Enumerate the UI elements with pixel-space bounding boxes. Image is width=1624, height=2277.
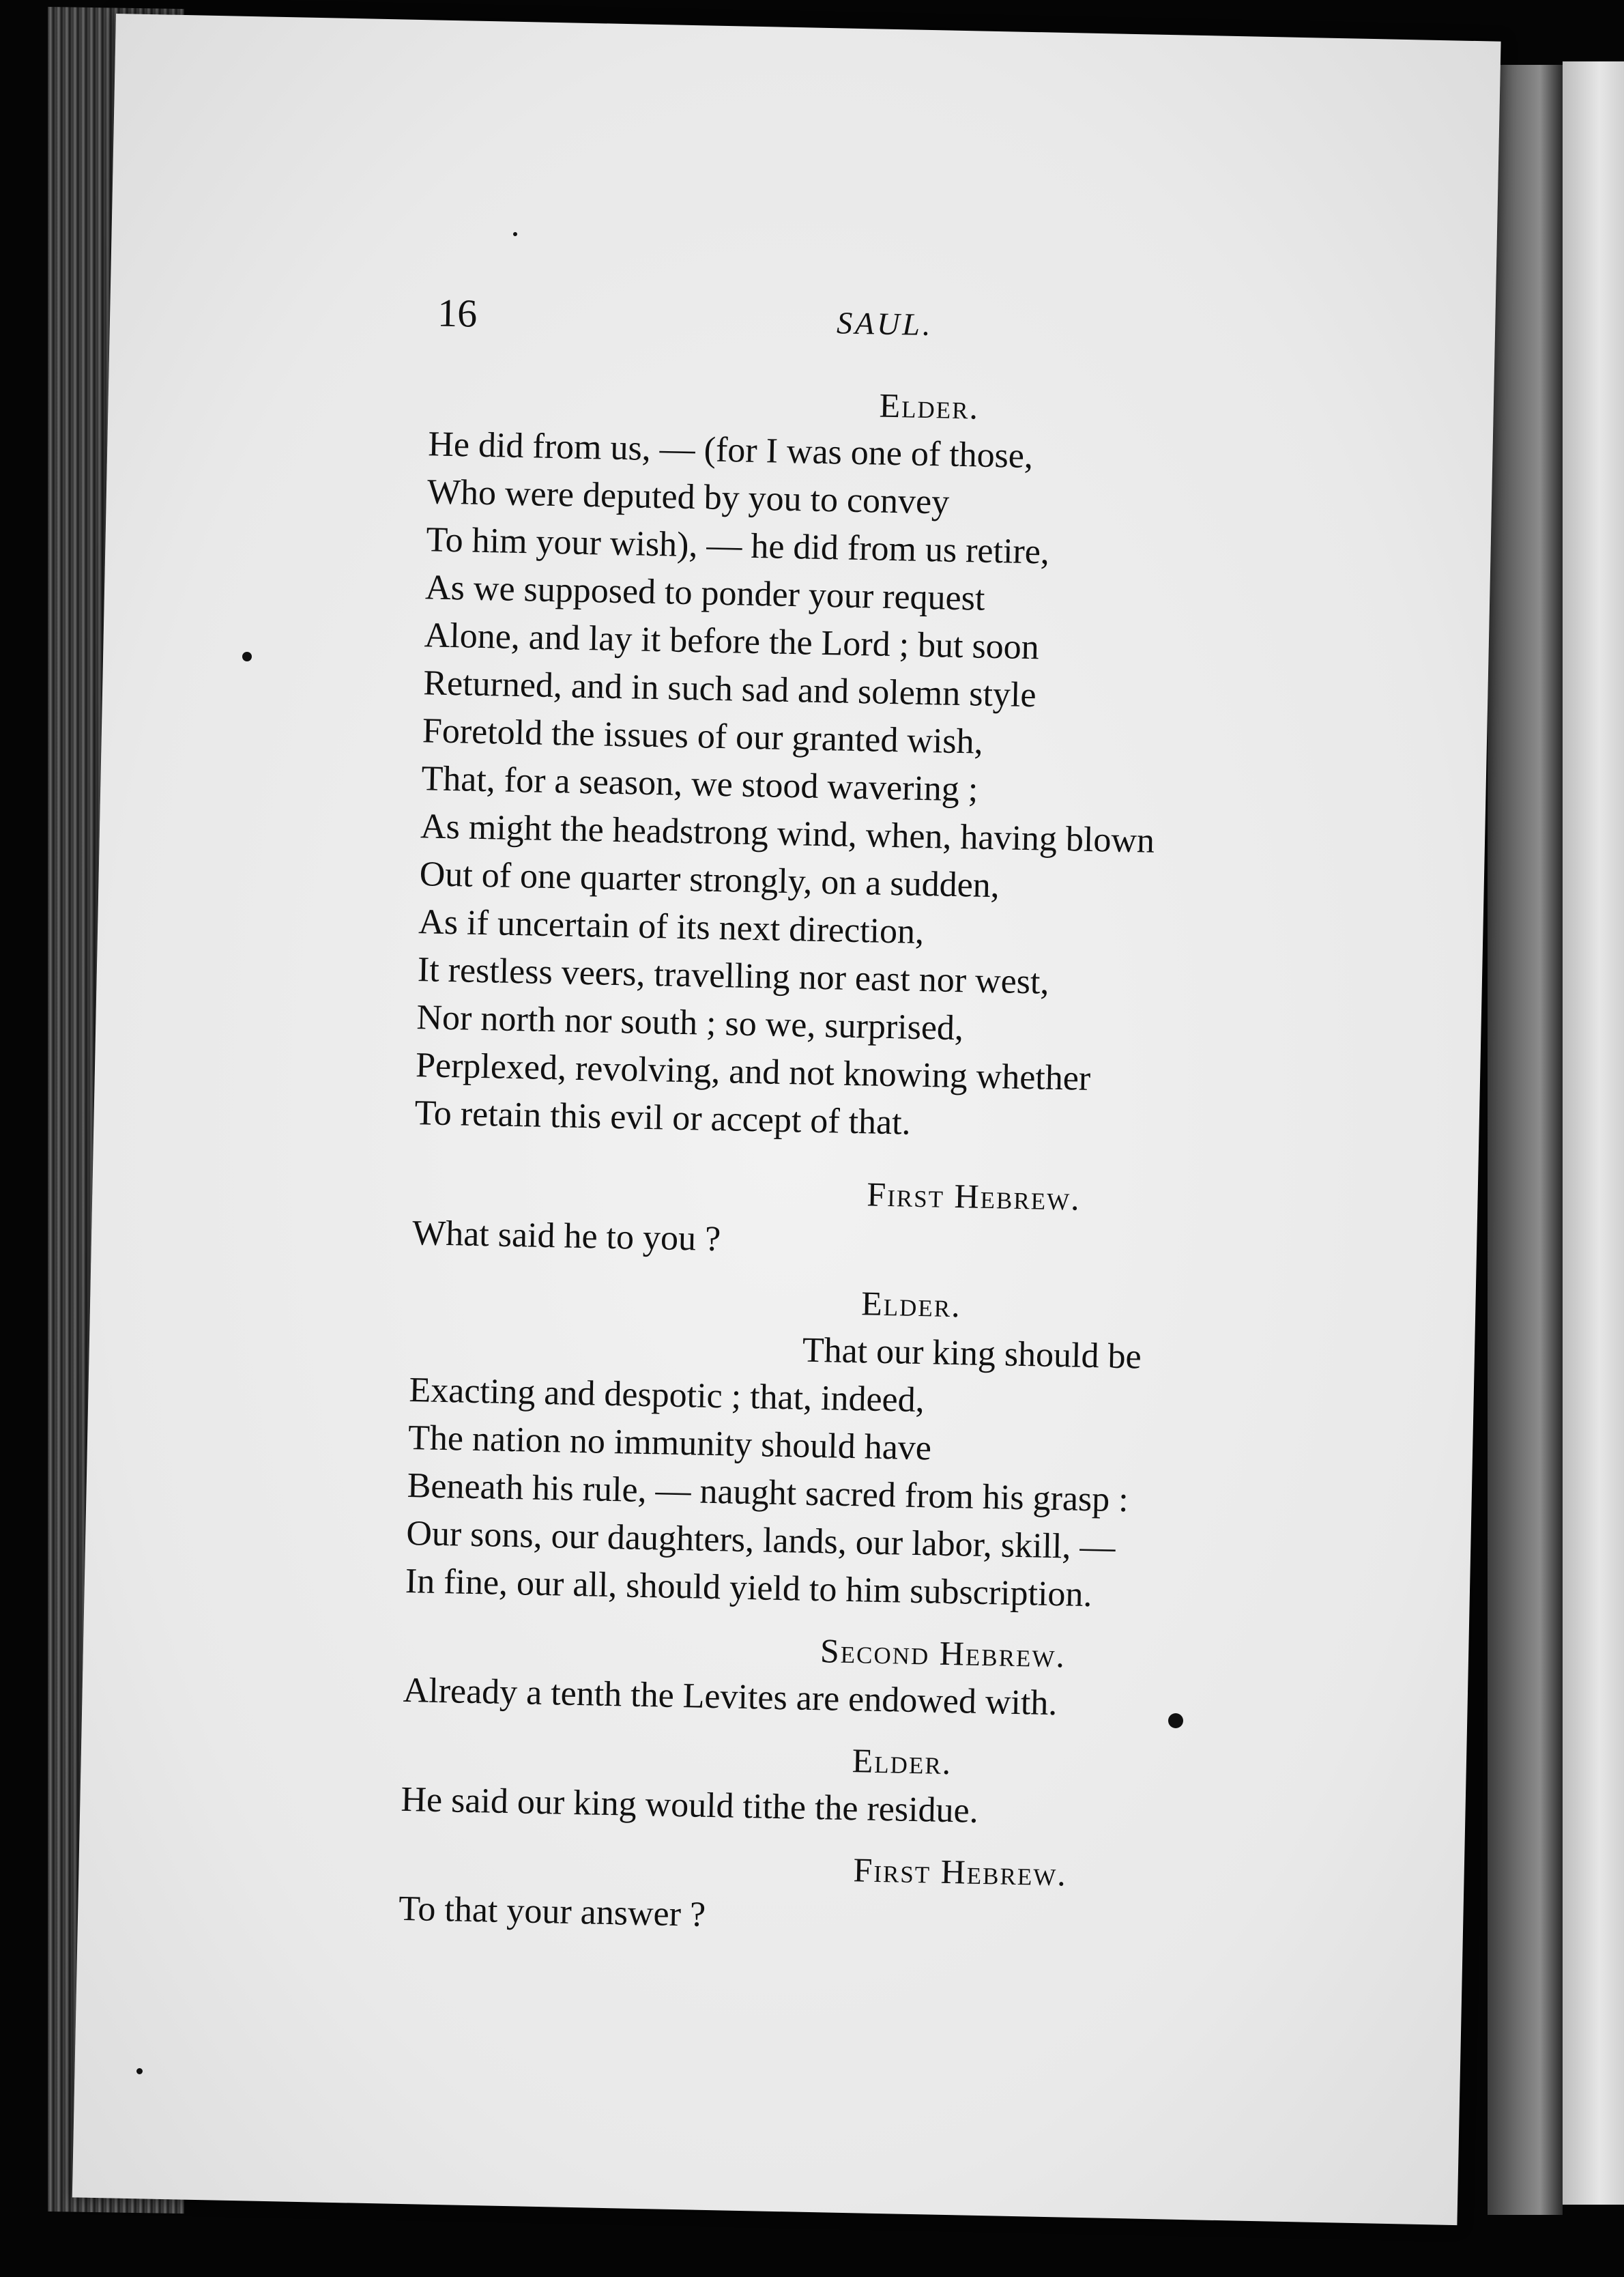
verse-line: In fine, our all, should yield to him subscription. xyxy=(405,1561,1093,1615)
running-head: SAUL. xyxy=(836,305,934,343)
speaker-name: First Hebrew. xyxy=(866,1175,1082,1218)
verse-line: It restless veers, travelling nor east nor west, xyxy=(417,950,1049,1002)
verse-line: To retain this evil or accept of that. xyxy=(414,1093,912,1143)
speaker-name: Second Hebrew. xyxy=(820,1631,1067,1675)
speaker-name: First Hebrew. xyxy=(853,1850,1068,1893)
verse-line: Beneath his rule, — naught sacred from his grasp : xyxy=(407,1466,1129,1520)
speaker-name: Elder. xyxy=(879,386,980,427)
facing-page-edge xyxy=(1563,61,1624,2205)
verse-line: That, for a season, we stood wavering ; xyxy=(421,759,978,810)
verse-line: Exacting and despotic ; that, indeed, xyxy=(409,1371,925,1420)
verse-line: To him your wish), — he did from us retire, xyxy=(426,520,1050,572)
verse-line: Alone, and lay it before the Lord ; but soon xyxy=(424,616,1040,668)
verse-line-indented: That our king should be xyxy=(802,1330,1142,1377)
speaker-name: Elder. xyxy=(860,1284,962,1325)
verse-line: Who were deputed by you to convey xyxy=(426,472,950,522)
page-number: 16 xyxy=(437,290,478,336)
scan-speck xyxy=(136,2068,143,2074)
verse-line: He did from us, — (for I was one of those, xyxy=(427,425,1034,476)
play-text xyxy=(398,371,1453,1953)
verse-line: The nation no immunity should have xyxy=(407,1418,932,1468)
scan-speck xyxy=(513,232,517,236)
book-page xyxy=(72,14,1501,2225)
verse-line: Already a tenth the Levites are endowed with. xyxy=(403,1670,1058,1723)
verse-line: Nor north nor south ; so we, surprised, xyxy=(416,998,964,1048)
verse-line: Perplexed, revolving, and not knowing whether xyxy=(415,1046,1091,1098)
verse-line: As we supposed to ponder your request xyxy=(424,568,985,618)
verse-line: Foretold the issues of our granted wish, xyxy=(422,711,984,762)
scan-speck xyxy=(242,652,252,661)
verse-line: Returned, and in such sad and solemn style xyxy=(422,663,1037,715)
scan-speck xyxy=(1168,1713,1183,1728)
verse-line: As might the headstrong wind, when, having blown xyxy=(420,807,1155,861)
verse-line: To that your answer ? xyxy=(398,1889,706,1934)
verse-line: As if uncertain of its next direction, xyxy=(418,902,925,952)
book-gutter xyxy=(1488,65,1563,2215)
verse-line: Out of one quarter strongly, on a sudden, xyxy=(419,855,1000,906)
speaker-name: Elder. xyxy=(852,1741,953,1782)
verse-line: Our sons, our daughters, lands, our labor, skill, — xyxy=(405,1513,1116,1567)
verse-line: He said our king would tithe the residue. xyxy=(401,1779,979,1831)
verse-line: What said he to you ? xyxy=(411,1214,721,1259)
